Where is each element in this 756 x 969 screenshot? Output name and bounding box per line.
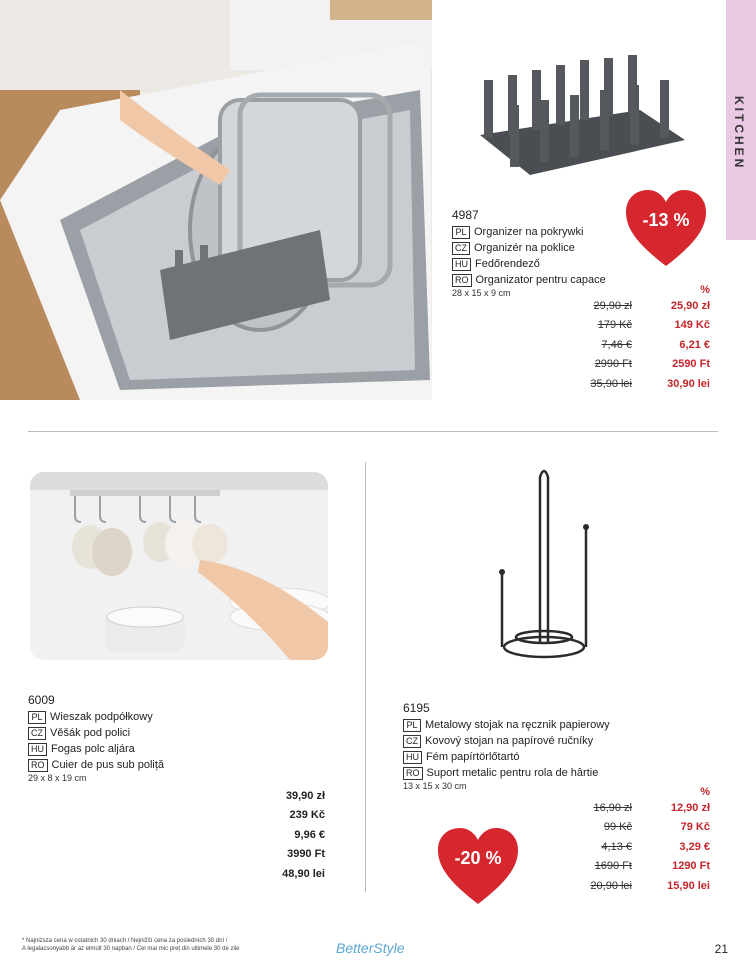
price: 9,96 € (294, 828, 325, 841)
name-row (403, 765, 610, 781)
lang-code: RO (403, 767, 423, 780)
price-row (250, 786, 325, 806)
lang-code: PL (403, 719, 421, 732)
towel-holder-image (490, 462, 610, 662)
product-name: Cuier de pus sub poliță (51, 759, 165, 771)
horizontal-divider (28, 431, 718, 432)
product-info (28, 693, 164, 783)
price-table (560, 786, 710, 896)
product-name: Metalowy stojak na ręcznik papierowy (425, 719, 610, 731)
product-code: 6009 (28, 693, 55, 707)
price-row (560, 837, 710, 857)
footer-note (22, 937, 239, 953)
product-name: Věšák pod polici (50, 727, 131, 739)
product-name: Organizér na poklice (474, 242, 575, 254)
old-price: 4,13 € (601, 840, 632, 853)
price-row (250, 825, 325, 845)
discount-label: -20 % (454, 848, 502, 868)
mug-hanger-photo (30, 472, 328, 660)
product-names (28, 709, 164, 773)
lang-code: RO (28, 759, 48, 772)
price-table (250, 786, 325, 884)
product-name: Organizator pentru capace (475, 274, 606, 286)
lang-code: CZ (28, 727, 46, 740)
price-row (560, 335, 710, 355)
new-price: 30,90 lei (667, 377, 710, 390)
product-name: Fedőrendező (475, 258, 540, 270)
lang-code: HU (403, 751, 422, 764)
page-number: 21 (714, 942, 728, 956)
name-row (28, 709, 164, 725)
lang-code: RO (452, 274, 472, 287)
name-row (403, 717, 610, 733)
product-name: Suport metalic pentru rola de hârtie (426, 767, 599, 779)
old-price: 20,90 lei (590, 879, 632, 892)
lang-code: CZ (403, 735, 421, 748)
product-name: Organizer na pokrywki (474, 226, 584, 238)
new-price: 79 Kč (680, 821, 710, 834)
footer-note-line: * Najniższa cena w ostatnich 30 dniach / Nejnižší cena za posledních 30 dní / (22, 938, 228, 944)
lang-code: HU (28, 743, 47, 756)
price-row (250, 806, 325, 826)
old-price: 7,46 € (601, 338, 632, 351)
price-row (250, 845, 325, 865)
name-row (28, 757, 164, 773)
name-row (452, 224, 606, 240)
product-code: 6195 (403, 701, 430, 715)
product-dimensions: 13 x 15 x 30 cm (403, 781, 467, 791)
product-name: Wieszak podpółkowy (50, 711, 153, 723)
old-price: 99 Kč (603, 821, 632, 834)
category-tab (726, 0, 756, 240)
old-price: 35,90 lei (590, 377, 632, 390)
name-row (403, 749, 610, 765)
product-name: Kovový stojan na papírové ručníky (425, 735, 594, 747)
old-price: 16,90 zł (593, 801, 632, 814)
footer-note-line: A legalacsonyabb ár az elmúlt 30 napban / Cel mai mic preț din ultimele 30 de zile (22, 946, 240, 952)
drawer-photo (0, 0, 432, 400)
discount-label: -13 % (642, 210, 690, 230)
new-price: 15,90 lei (667, 879, 710, 892)
name-row (452, 240, 606, 256)
price: 3990 Ft (287, 848, 325, 861)
new-price: 12,90 zł (670, 801, 710, 814)
price-table (560, 284, 710, 394)
category-tab-label: KITCHEN (732, 96, 746, 171)
new-price: 25,90 zł (670, 299, 710, 312)
new-price: 6,21 € (679, 338, 710, 351)
price-row (560, 374, 710, 394)
discount-heart-badge (626, 188, 706, 270)
name-row (452, 256, 606, 272)
price: 39,90 zł (285, 789, 325, 802)
percent-label: % (700, 786, 710, 798)
old-price: 2990 Ft (594, 358, 632, 371)
percent-label: % (700, 284, 710, 296)
price-row (560, 316, 710, 336)
discount-heart-badge (438, 826, 518, 908)
new-price: 1290 Ft (672, 860, 710, 873)
old-price: 1690 Ft (594, 860, 632, 873)
new-price: 3,29 € (679, 840, 710, 853)
product-info (403, 701, 610, 791)
price-row (560, 876, 710, 896)
old-price: 179 Kč (597, 319, 632, 332)
vertical-divider (365, 462, 366, 892)
lang-code: CZ (452, 242, 470, 255)
new-price: 2590 Ft (672, 358, 710, 371)
price-row (560, 818, 710, 838)
product-code: 4987 (452, 208, 479, 222)
lang-code: PL (28, 711, 46, 724)
name-row (28, 741, 164, 757)
lang-code: PL (452, 226, 470, 239)
organizer-product-image (470, 55, 695, 185)
price-row (250, 864, 325, 884)
old-price: 29,90 zł (593, 299, 632, 312)
new-price: 149 Kč (674, 319, 710, 332)
product-name: Fogas polc aljára (51, 743, 135, 755)
name-row (403, 733, 610, 749)
price: 239 Kč (289, 809, 325, 822)
name-row (28, 725, 164, 741)
brand-logo: BetterStyle (336, 940, 405, 956)
product-names (452, 224, 606, 288)
product-names (403, 717, 610, 781)
price-row (560, 798, 710, 818)
price-row (560, 296, 710, 316)
price-row (560, 355, 710, 375)
lang-code: HU (452, 258, 471, 271)
product-name: Fém papírtörlőtartó (426, 751, 520, 763)
price: 48,90 lei (282, 867, 325, 880)
product-dimensions: 29 x 8 x 19 cm (28, 773, 87, 783)
price-row (560, 857, 710, 877)
product-dimensions: 28 x 15 x 9 cm (452, 288, 511, 298)
